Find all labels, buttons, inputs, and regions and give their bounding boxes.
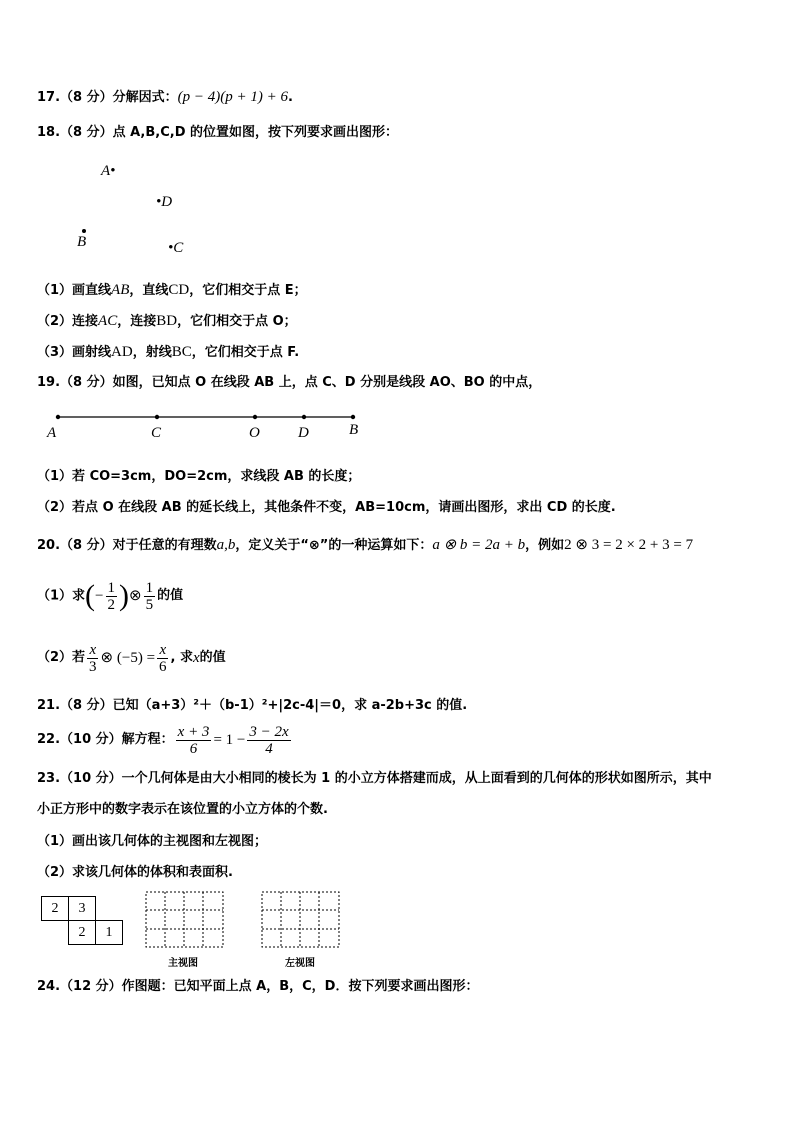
q19-sub2: （2）若点 O 在线段 AB 的延长线上，其他条件不变，AB=10cm，请画出图形，求出 CD 的长度. xyxy=(37,500,616,515)
q18-label: 18.（8 分）点 A,B,C,D 的位置如图，按下列要求画出图形： xyxy=(37,125,399,140)
q20-sub1-frac1-num: 1 xyxy=(107,579,116,596)
q23-line1: 23.（10 分）一个几何体是由大小相同的棱长为 1 的小立方体搭建而成，从上面看到的几何体的形状如图所示，其中 xyxy=(37,771,712,786)
q20-sub1-post: 的值 xyxy=(157,588,184,603)
q18-sub2-mid: ，连接 xyxy=(117,314,157,329)
q20-sub2-pre: （2）若 xyxy=(37,650,86,665)
q23-sub2: （2）求该几何体的体积和表面积. xyxy=(37,865,233,880)
q20-sub2-frac1-num: x xyxy=(89,641,97,658)
q19-label-A: A xyxy=(47,425,57,441)
q20-line xyxy=(37,536,693,555)
q18-sub1-mid: ，直线 xyxy=(129,283,169,298)
q22-line xyxy=(37,722,293,759)
q18-sub1-cd: CD xyxy=(168,282,190,298)
q20-sub2-post1: , 求 xyxy=(170,650,193,665)
q20-sub2-frac2-den: 6 xyxy=(159,658,167,675)
q18-sub2 xyxy=(37,312,297,331)
q19-dot-D xyxy=(302,415,306,419)
q23-sub1: （1）画出该几何体的主视图和左视图； xyxy=(37,834,268,849)
q18-sub2-post: ，它们相交于点 O； xyxy=(177,314,297,329)
q20-sub2-mid: ⊗ (−5) = xyxy=(100,650,156,666)
q23-grid-cell-r2c3: 1 xyxy=(95,920,123,945)
q21-line: 21.（8 分）已知（a+3）²＋（b-1）²+|2c-4|＝0，求 a-2b+3c 的值. xyxy=(37,698,468,713)
q22-frac2 xyxy=(247,724,290,757)
q19-dot-O xyxy=(253,415,257,419)
q18-point-A: A• xyxy=(101,163,116,179)
q18-sub3-pre: （3）画射线 xyxy=(37,345,112,360)
q18-sub3 xyxy=(37,343,299,362)
q20-sub1-frac2-num: 1 xyxy=(145,579,154,596)
q20-ab: a,b xyxy=(216,537,236,553)
q20-sub1-lparen: ( xyxy=(85,579,96,612)
q22-frac2-num: 3 − 2x xyxy=(249,723,289,740)
q19-segment-figure xyxy=(45,410,365,450)
q20-sub1-frac2 xyxy=(144,580,156,613)
q18-sub3-bc: BC xyxy=(171,344,192,360)
q18-sub1-post: ，它们相交于点 E； xyxy=(189,283,307,298)
q18-point-B: B xyxy=(77,234,87,250)
q20-sub1-minus: − xyxy=(95,588,104,604)
q19-label: 19.（8 分）如图，已知点 O 在线段 AB 上，点 C、D 分别是线段 AO、BO 的中点， xyxy=(37,375,542,390)
q23-line2: 小正方形中的数字表示在该位置的小立方体的个数. xyxy=(37,802,328,817)
q23-left-view-grid xyxy=(261,891,341,949)
q17-label: 17.（8 分）分解因式： xyxy=(37,90,178,105)
q18-sub3-ad: AD xyxy=(111,344,133,360)
q18-point-D: •D xyxy=(156,194,173,210)
q18-sub1 xyxy=(37,281,307,300)
q23-caption-left-view: 左视图 xyxy=(285,958,315,969)
q24-line: 24.（12 分）作图题：已知平面上点 A，B，C，D．按下列要求画出图形： xyxy=(37,979,479,994)
q17-expression: (p − 4)(p + 1) + 6 xyxy=(177,89,288,105)
q23-grid-cell-r1c2: 3 xyxy=(68,896,96,921)
q20-sub1-op: ⊗ xyxy=(129,588,142,604)
q20-definition: a ⊗ b = 2a + b xyxy=(432,537,526,553)
q20-example: 2 ⊗ 3 = 2 × 2 + 3 = 7 xyxy=(564,537,694,553)
q20-sub1-frac1 xyxy=(106,580,118,613)
q20-sub2-x: x xyxy=(193,650,200,666)
q22-frac1 xyxy=(176,724,212,757)
q23-grid-cell-r1c1: 2 xyxy=(41,896,69,921)
q18-sub3-post: ，它们相交于点 F. xyxy=(191,345,300,360)
q20-sub1-pre: （1）求 xyxy=(37,588,86,604)
q20-mid: ，定义关于“⊗”的一种运算如下： xyxy=(235,538,433,553)
q20-sub2-frac1-den: 3 xyxy=(89,658,97,675)
q20-sub1-frac2-den: 5 xyxy=(145,596,154,613)
q20-sub1 xyxy=(37,577,183,616)
q20-sub1-rparen: ) xyxy=(119,579,130,612)
q19-dot-B xyxy=(351,415,355,419)
q18-point-C: •C xyxy=(168,240,184,256)
q23-grid-cell-r2c2: 2 xyxy=(68,920,96,945)
q17-line xyxy=(37,88,293,107)
q20-example-pre: ，例如 xyxy=(525,538,565,553)
q19-dot-C xyxy=(155,415,159,419)
q18-sub3-mid: ，射线 xyxy=(132,345,172,360)
q22-frac2-den: 4 xyxy=(265,740,273,757)
q19-label-B: B xyxy=(349,422,359,438)
q19-dot-A xyxy=(56,415,60,419)
q20-sub2-frac1 xyxy=(87,642,99,675)
q20-sub2-frac2 xyxy=(157,642,169,675)
q20-label: 20.（8 分）对于任意的有理数 xyxy=(37,538,217,553)
q20-sub2 xyxy=(37,640,226,677)
q22-eq: = 1 − xyxy=(213,732,246,748)
q23-caption-main-view: 主视图 xyxy=(168,958,198,969)
q22-label: 22.（10 分）解方程： xyxy=(37,732,174,747)
q22-frac1-den: 6 xyxy=(189,740,198,757)
q18-sub2-bd: BD xyxy=(156,313,178,329)
q19-label-D: D xyxy=(298,425,309,441)
q18-sub1-pre: （1）画直线 xyxy=(37,283,112,298)
q18-point-B-dot xyxy=(82,229,86,233)
q22-frac1-num: x + 3 xyxy=(177,723,210,740)
q20-sub2-frac2-num: x xyxy=(159,641,167,658)
q19-label-C: C xyxy=(151,425,162,441)
q20-sub2-post2: 的值 xyxy=(199,650,226,665)
q18-sub2-ac: AC xyxy=(98,313,118,329)
q18-sub1-ab: AB xyxy=(111,282,130,298)
q19-label-O: O xyxy=(249,425,260,441)
q23-main-view-grid xyxy=(145,891,225,949)
q17-end: . xyxy=(287,90,293,105)
q20-sub1-frac1-den: 2 xyxy=(107,596,116,613)
q19-sub1: （1）若 CO=3cm，DO=2cm，求线段 AB 的长度； xyxy=(37,469,361,484)
q18-sub2-pre: （2）连接 xyxy=(37,314,99,329)
